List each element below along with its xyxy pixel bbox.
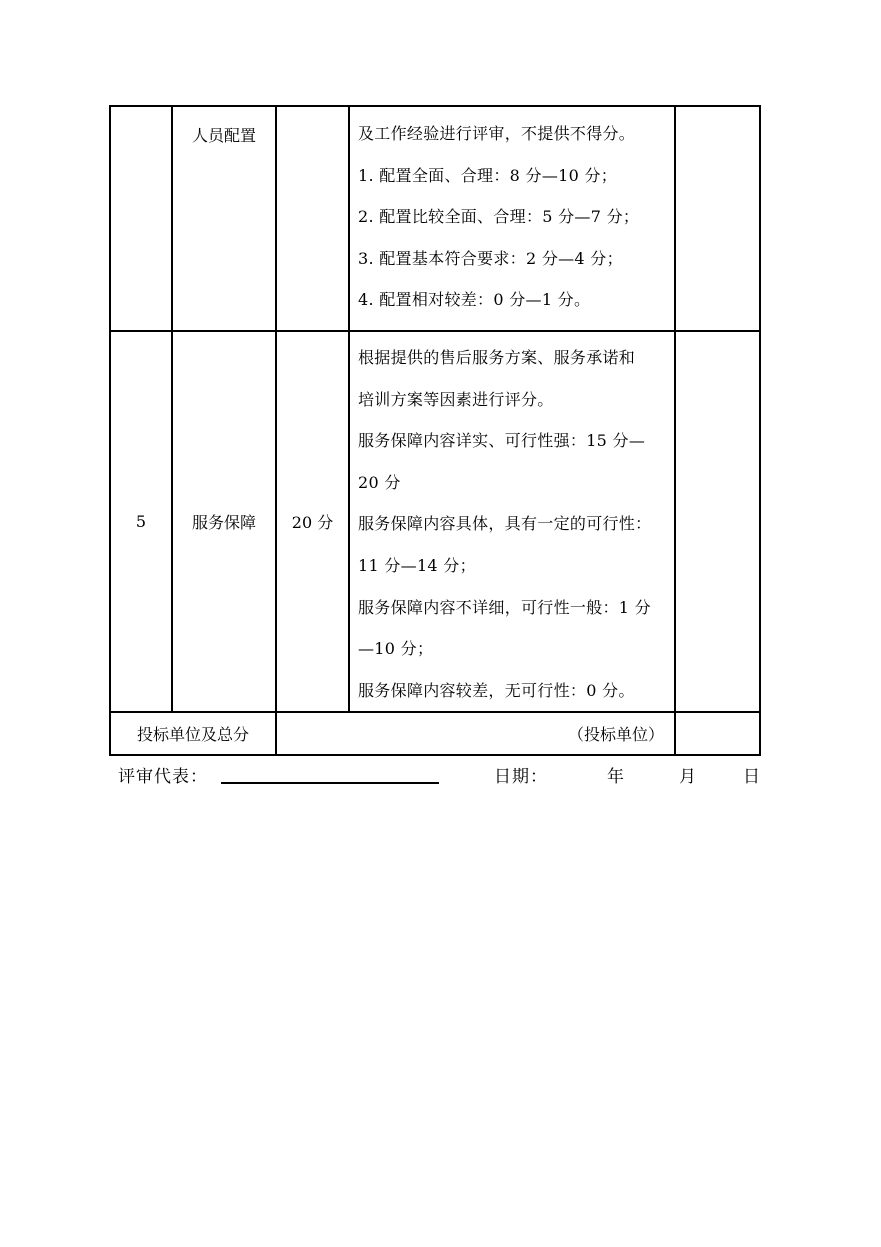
criteria-line: 及工作经验进行评审，不提供不得分。 (358, 124, 636, 143)
cell-score (276, 106, 349, 331)
scoring-table (109, 105, 761, 756)
criteria-line: 服务保障内容详实、可行性强：15 分— (358, 431, 646, 451)
cell-criteria-service (349, 331, 675, 712)
table-row-service (110, 331, 760, 712)
criteria-line: 培训方案等因素进行评分。 (358, 389, 554, 409)
cell-score: 20 分 (276, 331, 349, 712)
signature-line (118, 760, 763, 790)
criteria-line: 11 分—14 分； (358, 555, 476, 575)
criteria-line: 20 分 (358, 472, 401, 492)
month-label: 月 (679, 767, 696, 787)
cell-bidder-unit: （投标单位） (276, 712, 675, 755)
table-row-total (110, 712, 760, 755)
criteria-line: 服务保障内容具体，具有一定的可行性： (358, 514, 652, 534)
criteria-line: 4. 配置相对较差：0 分—1 分。 (358, 290, 591, 310)
day-label: 日 (743, 767, 760, 787)
criteria-line: 服务保障内容较差，无可行性：0 分。 (358, 680, 635, 700)
cell-result (675, 331, 760, 712)
reviewer-signature-underline (221, 782, 439, 784)
year-label: 年 (607, 767, 624, 787)
cell-total-result (675, 712, 760, 755)
cell-item-personnel: 人员配置 (172, 106, 276, 331)
cell-result (675, 106, 760, 331)
criteria-line: 根据提供的售后服务方案、服务承诺和 (358, 348, 636, 367)
cell-no (110, 106, 172, 331)
criteria-line: 3. 配置基本符合要求：2 分—4 分； (358, 248, 623, 268)
cell-item-service: 服务保障 (172, 331, 276, 712)
cell-no: 5 (110, 331, 172, 712)
table-row-personnel (110, 106, 760, 331)
criteria-line: 2. 配置比较全面、合理：5 分—7 分； (358, 207, 640, 227)
criteria-line: 服务保障内容不详细，可行性一般：1 分 (358, 597, 651, 617)
cell-criteria-personnel (349, 106, 675, 331)
date-label: 日期： (494, 767, 548, 787)
reviewer-label: 评审代表： (118, 767, 208, 787)
cell-total-label: 投标单位及总分 (110, 712, 276, 755)
criteria-line: —10 分； (358, 639, 434, 659)
criteria-line: 1. 配置全面、合理：8 分—10 分； (358, 165, 618, 185)
